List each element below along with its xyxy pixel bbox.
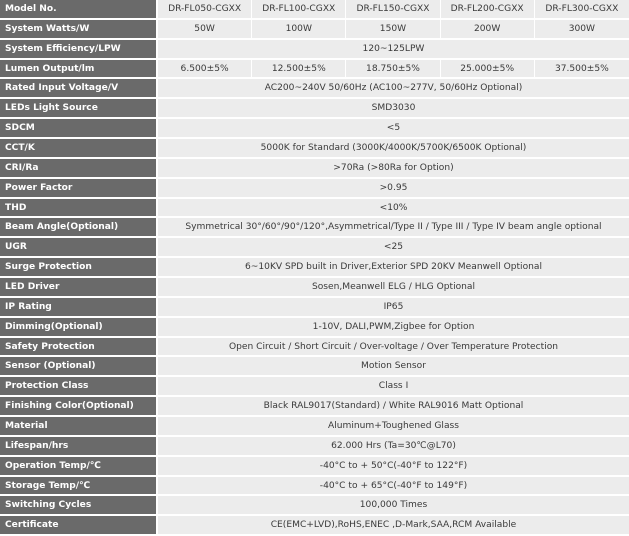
row-label: CRI/Ra [0,159,158,177]
value-cell: Motion Sensor [158,357,629,375]
row-label: UGR [0,238,158,256]
row-label: Material [0,417,158,435]
value-cell: 150W [346,20,440,38]
spec-row [0,258,629,276]
spec-row [0,377,629,395]
row-label: CCT/K [0,139,158,157]
spec-row [0,179,629,197]
row-label: Finishing Color(Optional) [0,397,158,415]
value-cell: <10% [158,199,629,217]
row-label: Switching Cycles [0,496,158,514]
value-cell: -40°C to + 50°C(-40°F to 122°F) [158,457,629,475]
spec-row [0,477,629,495]
value-cell: >70Ra (>80Ra for Option) [158,159,629,177]
value-cell: 6~10KV SPD built in Driver,Exterior SPD 20KV Meanwell Optional [158,258,629,276]
model-cell: DR-FL200-CGXX [441,0,535,18]
row-label: Protection Class [0,377,158,395]
spec-row [0,298,629,316]
spec-row [0,338,629,356]
value-cell: Sosen,Meanwell ELG / HLG Optional [158,278,629,296]
value-cell: 62.000 Hrs (Ta=30℃@L70) [158,437,629,455]
value-cell: Black RAL9017(Standard) / White RAL9016 Matt Optional [158,397,629,415]
value-cell: -40°C to + 65°C(-40°F to 149°F) [158,477,629,495]
row-label: Sensor (Optional) [0,357,158,375]
spec-row [0,516,629,534]
spec-row [0,199,629,217]
value-cell: CE(EMC+LVD),RoHS,ENEC ,D-Mark,SAA,RCM Available [158,516,629,534]
model-cell: DR-FL300-CGXX [535,0,629,18]
spec-row [0,218,629,236]
value-cell: Symmetrical 30°/60°/90°/120°,Asymmetrical/Type II / Type III / Type IV beam angle optional [158,218,629,236]
row-label: Storage Temp/℃ [0,477,158,495]
spec-row [0,417,629,435]
value-cell: 200W [441,20,535,38]
row-label: Dimming(Optional) [0,318,158,336]
model-cell: DR-FL100-CGXX [252,0,346,18]
value-cell: IP65 [158,298,629,316]
value-cell: Aluminum+Toughened Glass [158,417,629,435]
spec-row [0,397,629,415]
value-cell: 6.500±5% [158,60,252,78]
spec-row [0,318,629,336]
row-label: Surge Protection [0,258,158,276]
spec-row [0,119,629,137]
row-label: Rated Input Voltage/V [0,79,158,97]
spec-row [0,139,629,157]
spec-row [0,20,629,38]
row-label: THD [0,199,158,217]
value-cell: 300W [535,20,629,38]
value-cell: 18.750±5% [346,60,440,78]
spec-row [0,40,629,58]
value-cell: 37.500±5% [535,60,629,78]
spec-row [0,496,629,514]
model-cell: DR-FL150-CGXX [346,0,440,18]
spec-row [0,79,629,97]
row-label: Lifespan/hrs [0,437,158,455]
spec-row [0,357,629,375]
row-label: System Efficiency/LPW [0,40,158,58]
value-cell: >0.95 [158,179,629,197]
header-row [0,0,629,18]
value-cell: <5 [158,119,629,137]
value-cell: 5000K for Standard (3000K/4000K/5700K/6500K Optional) [158,139,629,157]
value-cell: Open Circuit / Short Circuit / Over-voltage / Over Temperature Protection [158,338,629,356]
row-label: Lumen Output/lm [0,60,158,78]
value-cell: 50W [158,20,252,38]
value-cell: 100W [252,20,346,38]
spec-row [0,60,629,78]
spec-row [0,278,629,296]
value-cell: 100,000 Times [158,496,629,514]
value-cell: 120~125LPW [158,40,629,58]
value-cell: <25 [158,238,629,256]
spec-row [0,457,629,475]
row-label: IP Rating [0,298,158,316]
row-label: Beam Angle(Optional) [0,218,158,236]
row-label: LED Driver [0,278,158,296]
row-label: SDCM [0,119,158,137]
spec-row [0,437,629,455]
row-label: Safety Protection [0,338,158,356]
spec-row [0,99,629,117]
row-label: Operation Temp/℃ [0,457,158,475]
value-cell: Class Ⅰ [158,377,629,395]
model-cell: DR-FL050-CGXX [158,0,252,18]
row-label: Certificate [0,516,158,534]
row-label: LEDs Light Source [0,99,158,117]
value-cell: 25.000±5% [441,60,535,78]
row-label: Model No. [0,0,158,18]
row-label: Power Factor [0,179,158,197]
value-cell: 1-10V, DALI,PWM,Zigbee for Option [158,318,629,336]
value-cell: 12.500±5% [252,60,346,78]
spec-row [0,159,629,177]
spec-row [0,238,629,256]
row-label: System Watts/W [0,20,158,38]
value-cell: AC200~240V 50/60Hz (AC100~277V, 50/60Hz Optional) [158,79,629,97]
value-cell: SMD3030 [158,99,629,117]
